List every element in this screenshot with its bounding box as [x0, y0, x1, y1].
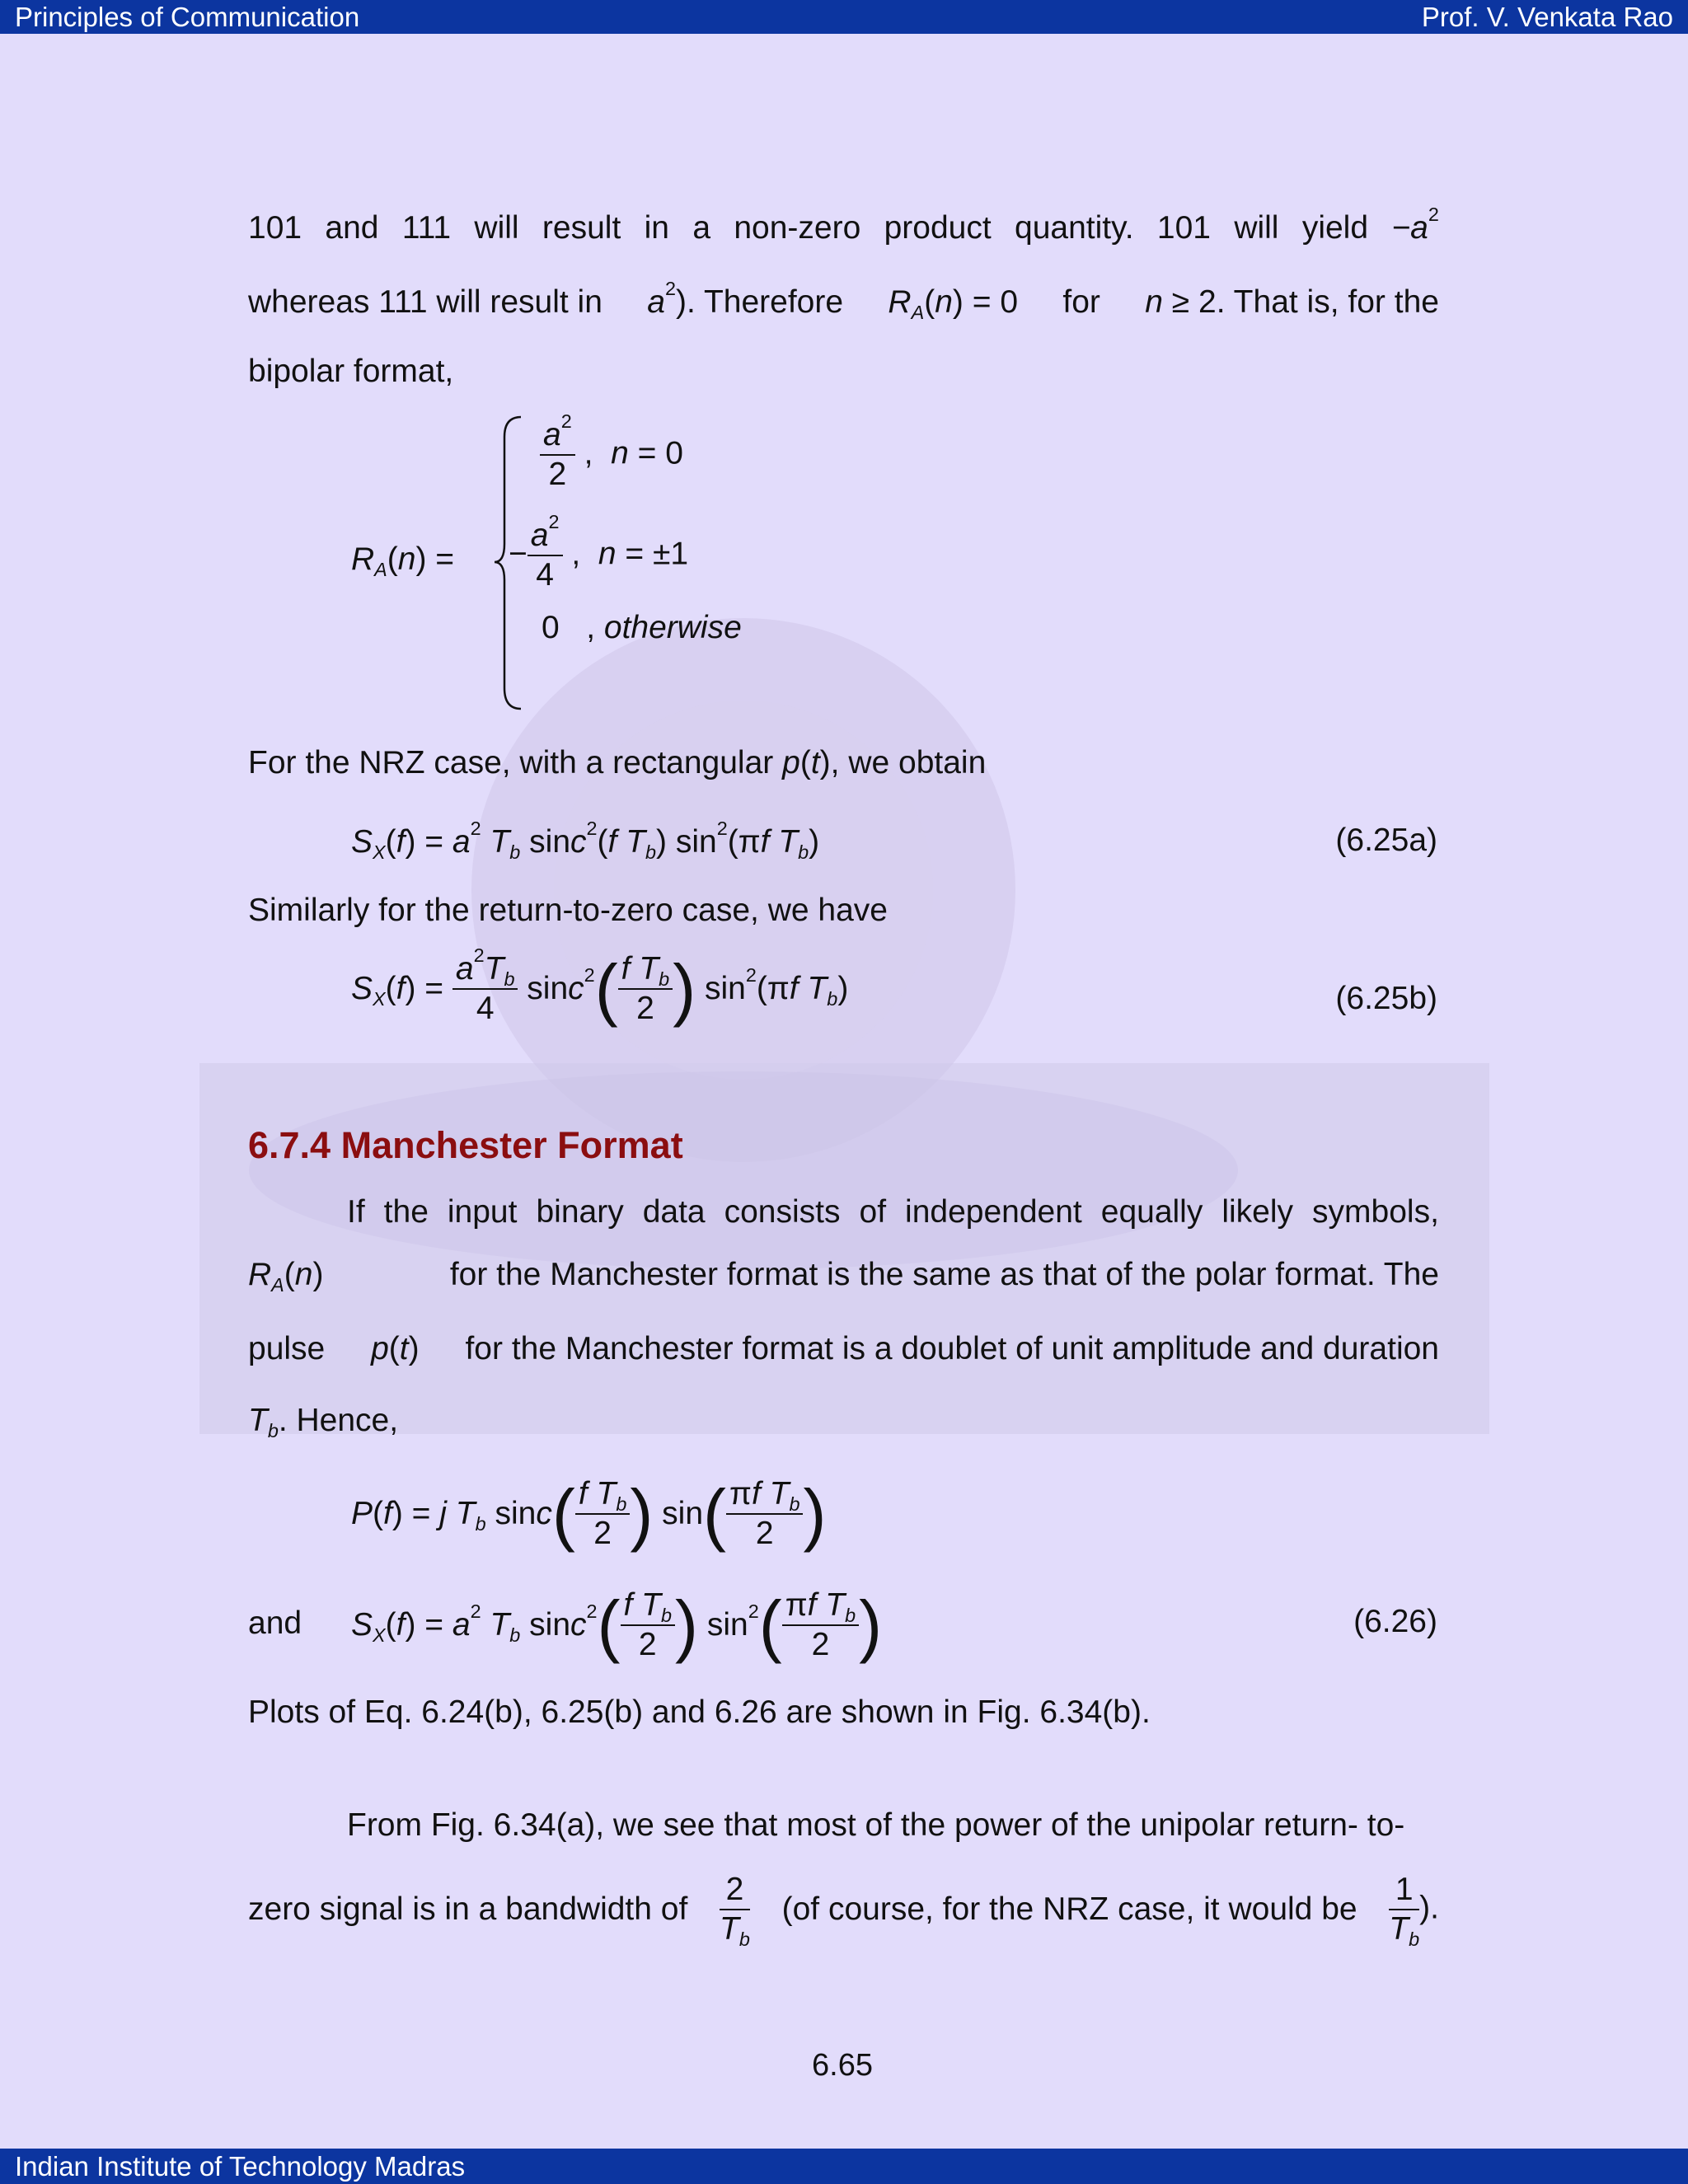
paragraph-line: [248, 1329, 1439, 1369]
word: consists: [724, 1194, 841, 1230]
text-span: for: [1062, 284, 1100, 320]
math-ra-n: $R_A(n)$: [248, 1257, 324, 1296]
word: input: [447, 1194, 518, 1230]
page-number: 6.65: [812, 2048, 873, 2083]
math-one-over-tb: $\frac{1}{T_b}$ ).: [1389, 1872, 1439, 1951]
fraction: $\frac{a^2T_b}{4}$: [452, 950, 518, 1028]
equation-626: $S_X(f) = a^2$ $T_b$ sinc$^2$ ( $\frac{f T_b}{2}$ ) $\sin^2$ ( $\frac{\pi f T_b}{2}$ ): [351, 1586, 883, 1664]
paragraph-line: Similarly for the return-to-zero case, we have: [248, 893, 888, 928]
case-row-1: $\frac{a^2}{2}$ , n = 0: [540, 416, 683, 494]
equation-pf: P(f) = j $T_b$ sinc ( $\frac{f T_b}{2}$ ) sin ( $\frac{\pi f T_b}{2}$ ): [351, 1475, 827, 1553]
case-row-2: − $\frac{a^2}{4}$ , n = ±1: [509, 510, 689, 593]
text-span: (of course, for the NRZ case, it would be: [781, 1891, 1357, 1927]
word: likely: [1221, 1194, 1294, 1230]
word: binary: [536, 1194, 624, 1230]
math-ra-lhs: $R_A(n)$ =: [351, 541, 455, 581]
paragraph-line: [248, 1255, 1439, 1295]
text-span: for the Manchester format is a doublet of unit amplitude and duration: [465, 1331, 1439, 1366]
fraction: $\frac{f T_b}{2}$: [621, 1586, 676, 1664]
paragraph-line: [248, 203, 1439, 248]
section-heading: 6.7.4 Manchester Format: [248, 1124, 683, 1166]
fraction: $\frac{2}{T_b}$: [720, 1872, 750, 1951]
word: non-zero: [734, 210, 861, 246]
text-span: whereas 111 will result in: [248, 284, 603, 320]
paragraph-line: From Fig. 6.34(a), we see that most of the power of the unipolar return- to-: [347, 1807, 1405, 1843]
footer-institution: Indian Institute of Technology Madras: [15, 2151, 466, 2182]
equation-625a: $S_X(f) = a^2$ $T_b$ sinc$^2$(f $T_b$) $\sin^2(\pi f$ $T_b$): [351, 817, 820, 864]
paragraph-line: [347, 1193, 1439, 1232]
word: will: [1234, 210, 1279, 246]
word: a: [692, 210, 711, 246]
paragraph-line: Plots of Eq. 6.24(b), 6.25(b) and 6.26 are shown in Fig. 6.34(b).: [248, 1694, 1151, 1730]
word: data: [642, 1194, 706, 1230]
paragraph-line: [248, 1864, 1439, 1955]
word: the: [383, 1194, 429, 1230]
header-bar: [0, 0, 1688, 34]
math-neg-a-squared: $-a^2$: [1391, 203, 1439, 246]
word: in: [644, 210, 669, 246]
header-author: Prof. V. Venkata Rao: [1421, 2, 1673, 32]
footer-bar: [0, 2149, 1688, 2184]
fraction: $\frac{a^2}{2}$: [540, 416, 575, 494]
fraction: $\frac{a^2}{4}$: [528, 517, 563, 594]
word: independent: [905, 1194, 1082, 1230]
word: 111: [401, 210, 452, 246]
equation-number: (6.26): [1353, 1604, 1437, 1639]
word: symbols,: [1312, 1194, 1439, 1230]
math-n-ge-2: n ≥ 2. That is, for the: [1145, 284, 1439, 320]
paragraph-line: For the NRZ case, with a rectangular p(t), we obtain: [248, 745, 987, 780]
and-label: and: [248, 1605, 302, 1641]
paragraph-line: bipolar format,: [248, 354, 454, 389]
math-a-squared: $a^2$). Therefore: [647, 277, 844, 320]
fraction: $\frac{\pi f T_b}{2}$: [726, 1475, 803, 1553]
word: equally: [1100, 1194, 1203, 1230]
word: of: [859, 1194, 887, 1230]
word: If: [347, 1194, 365, 1230]
text-span: for the Manchester format is the same as that of the polar format. The: [449, 1257, 1439, 1292]
text-span: zero signal is in a bandwidth of: [248, 1891, 688, 1927]
math-p-t: p(t): [371, 1331, 420, 1366]
fraction: $\frac{f T_b}{2}$: [575, 1475, 631, 1553]
word: 101: [248, 210, 302, 246]
word: 101: [1156, 210, 1211, 246]
equation-number: (6.25b): [1335, 981, 1437, 1016]
case-row-3: 0 , otherwise: [542, 610, 742, 645]
paragraph-line: [248, 277, 1439, 324]
word: yield: [1301, 210, 1369, 246]
word: and: [325, 210, 379, 246]
fraction: $\frac{f T_b}{2}$: [618, 950, 673, 1028]
word: result: [542, 210, 621, 246]
text-span: pulse: [248, 1331, 326, 1366]
fraction: $\frac{\pi f T_b}{2}$: [782, 1586, 859, 1664]
header-course-title: Principles of Communication: [15, 2, 360, 32]
word: quantity.: [1015, 210, 1134, 246]
word: will: [474, 210, 519, 246]
equation-625b: $S_X(f)$ = $\frac{a^2T_b}{4}$ sinc$^2$ ( $\frac{f T_b}{2}$ ) $\sin^2(\pi f$ $T_b$): [351, 944, 849, 1028]
paragraph-line: $T_b$. Hence,: [248, 1403, 399, 1442]
word: product: [884, 210, 992, 246]
math-ra-zero: $R_A(n) = 0$: [888, 284, 1019, 324]
equation-number: (6.25a): [1335, 823, 1437, 858]
